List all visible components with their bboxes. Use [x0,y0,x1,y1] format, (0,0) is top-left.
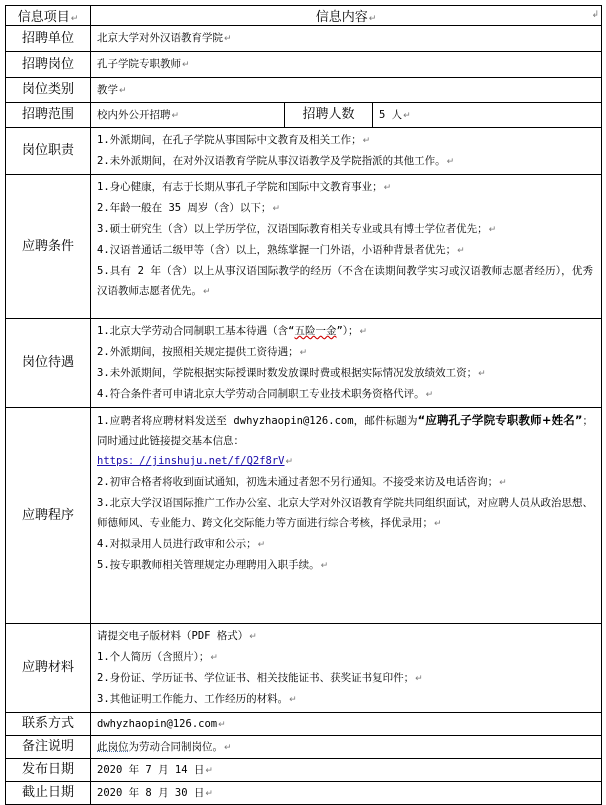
row-deadline [6,782,602,805]
condition-item: 2.年龄一般在 35 周岁（含）以下；↵ [97,202,280,214]
paragraph-mark-icon: ↵ [499,478,507,488]
row-label [6,175,91,319]
row-label [6,78,91,103]
paragraph-mark-icon: ↵ [171,110,180,121]
row-label [6,52,91,78]
benefit-item: 2.外派期间，按照相关规定提供工资待遇；↵ [97,346,308,358]
row-label [6,782,91,805]
row-label [6,624,91,713]
paragraph-mark-icon: ↵ [218,719,226,730]
condition-item: 3.硕士研究生（含）以上学历学位，汉语国际教育相关专业或具有博士学位者优先；↵ [97,223,497,235]
paragraph-mark-icon: ↵ [224,742,232,753]
materials-content [91,624,602,713]
procedure-content [91,408,602,624]
paragraph-mark-icon: ↵ [299,348,308,358]
row-label [6,26,91,52]
remark-label: 备注说明 [21,739,74,754]
row-materials [6,624,602,713]
material-item: 请提交电子版材料（PDF 格式）↵ [97,630,257,642]
condition-item: 1.身心健康，有志于长期从事孔子学院和国际中文教育事业；↵ [97,181,392,193]
duties-content [91,128,602,175]
header-item-cell [6,6,91,26]
material-item: 3.其他证明工作能力、工作经历的材料。↵ [97,693,297,705]
unit-label: 招聘单位 [21,30,74,46]
scope-label: 招聘范围 [21,107,74,122]
row-value [91,26,602,52]
row-label [6,103,91,128]
recruitment-info-table [5,5,602,805]
row-conditions [6,175,602,319]
category-value: 教学 [97,83,118,96]
procedure-step: 3.北京大学汉语国际推广工作办公室、北京大学对外汉语教育学院共同组织面试，对应聘人员从政治思想、师德师风、专业能力、跨文化交际能力等方面进行综合考核，择优录用；↵ [97,497,593,529]
paragraph-mark-icon: ↵ [224,34,232,44]
category-label: 岗位类别 [21,82,74,97]
duties-label: 岗位职责 [21,143,74,158]
row-value: 此岗位为劳动合同制岗位。↵ [91,736,602,759]
row-label [6,713,91,736]
count-label-cell [285,103,373,128]
row-value [91,52,602,78]
row-remark [6,736,602,759]
condition-item: 5.具有 2 年（含）以上从事汉语国际教学的经历（不含在读期间教学实习或汉语教师志愿者经历），优秀汉语教师志愿者优先。↵ [97,265,593,297]
paragraph-mark-icon: ↵ [205,765,213,776]
procedure-step: 1.应聘者将应聘材料发送至 dwhyzhaopin@126.com，邮件标题为“应聘孔子学院专职教师+姓名”；同时通过此链接提交基本信息： https：//jinshuju.net/f/Q2f8rV↵ [97,413,593,467]
paragraph-mark-icon: ↵ [457,246,465,256]
row-contact [6,713,602,736]
deadline-label: 截止日期 [21,785,74,800]
position-value: 孔子学院专职教师 [97,58,181,70]
row-unit [6,26,602,52]
grammar-mark: 此岗位 [97,740,129,753]
count-value: 5 人 [379,108,403,121]
row-benefits [6,319,602,408]
material-item: 1.个人简历（含照片）；↵ [97,651,218,663]
publish-date: 2020 年 7 月 14 日 [97,763,205,776]
row-publish [6,759,602,782]
paragraph-mark-icon: ↵ [70,14,79,24]
paragraph-mark-icon: ↵ [362,136,371,146]
procedure-step: 2.初审合格者将收到面试通知，初选未通过者恕不另行通知。不接受来访及电话咨询；↵ [97,476,507,488]
paragraph-mark-icon: ↵ [249,632,257,642]
scope-value: 校内外公开招聘 [97,108,171,121]
paragraph-mark-icon: ↵ [488,225,497,235]
position-label: 招聘岗位 [21,56,74,72]
row-scope [6,103,602,128]
conditions-label: 应聘条件 [21,238,74,254]
paragraph-mark-icon: ↵ [359,327,368,337]
header-content-cell [91,6,602,26]
duty-item: 2.未外派期间，在对外汉语教育学院从事汉语教学及学院指派的其他工作。↵ [97,155,455,167]
paragraph-mark-icon: ↵ [272,204,280,214]
count-value-cell [373,103,602,128]
row-category [6,78,602,103]
email-subject-format: “应聘孔子学院专职教师+姓名” [417,413,583,427]
publish-label: 发布日期 [21,762,74,777]
cell-end-icon: ↲ [591,9,599,20]
count-label: 招聘人数 [302,107,355,122]
registration-link[interactable]: https：//jinshuju.net/f/Q2f8rV [97,455,285,467]
materials-label: 应聘材料 [21,660,74,675]
paragraph-mark-icon: ↵ [383,183,392,193]
benefit-item: 1.北京大学劳动合同制职工基本待遇（含“五险一金”）；↵ [97,325,368,337]
benefits-label: 岗位待遇 [21,355,74,370]
spellcheck-mark: 五险一金 [294,325,337,337]
row-value [91,782,602,805]
row-value [91,103,285,128]
row-label [6,736,91,759]
benefits-content [91,319,602,408]
paragraph-mark-icon: ↵ [205,788,213,799]
paragraph-mark-icon: ↵ [434,519,442,529]
row-label [6,319,91,408]
paragraph-mark-icon: ↵ [446,157,455,167]
row-value [91,759,602,782]
contact-email: dwhyzhaopin@126.com [97,717,218,730]
duty-item: 1.外派期间，在孔子学院从事国际中文教育及相关工作；↵ [97,134,371,146]
procedure-label: 应聘程序 [21,507,74,523]
procedure-step: 5.按专职教师相关管理规定办理聘用入职手续。↵ [97,559,329,571]
row-position [6,52,602,78]
paragraph-mark-icon: ↵ [210,653,218,663]
benefit-item: 3.未外派期间，学院根据实际授课时数发放课时费或根据实际情况发放绩效工资；↵ [97,367,486,379]
paragraph-mark-icon: ↵ [425,390,434,400]
deadline-date: 2020 年 8 月 30 日 [97,786,205,799]
conditions-content [91,175,602,319]
row-label [6,408,91,624]
paragraph-mark-icon: ↵ [119,85,127,96]
unit-value: 北京大学对外汉语教育学院 [97,32,223,44]
row-value [91,713,602,736]
paragraph-mark-icon: ↵ [257,540,266,550]
paragraph-mark-icon: ↵ [415,674,423,684]
paragraph-mark-icon: ↵ [203,287,211,297]
paragraph-mark-icon: ↵ [182,60,190,70]
row-label [6,128,91,175]
paragraph-mark-icon: ↵ [478,369,486,379]
paragraph-mark-icon: ↵ [285,457,294,467]
header-item-label: 信息项目 [17,10,70,25]
row-value [91,78,602,103]
header-content-label: 信息内容 [315,10,368,25]
paragraph-mark-icon: ↵ [368,14,377,24]
paragraph-mark-icon: ↵ [403,110,411,121]
condition-item: 4.汉语普通话二级甲等（含）以上，熟练掌握一门外语，小语种背景者优先；↵ [97,244,465,256]
row-duties [6,128,602,175]
paragraph-mark-icon: ↵ [289,695,297,705]
paragraph-mark-icon: ↵ [320,561,329,571]
contact-label: 联系方式 [21,716,74,731]
header-row [6,6,602,26]
benefit-item: 4.符合条件者可申请北京大学劳动合同制职工专业技术职务资格代评。↵ [97,388,434,400]
row-label [6,759,91,782]
procedure-step: 4.对拟录用人员进行政审和公示；↵ [97,538,266,550]
row-procedure [6,408,602,624]
material-item: 2.身份证、学历证书、学位证书、相关技能证书、获奖证书复印件；↵ [97,672,423,684]
